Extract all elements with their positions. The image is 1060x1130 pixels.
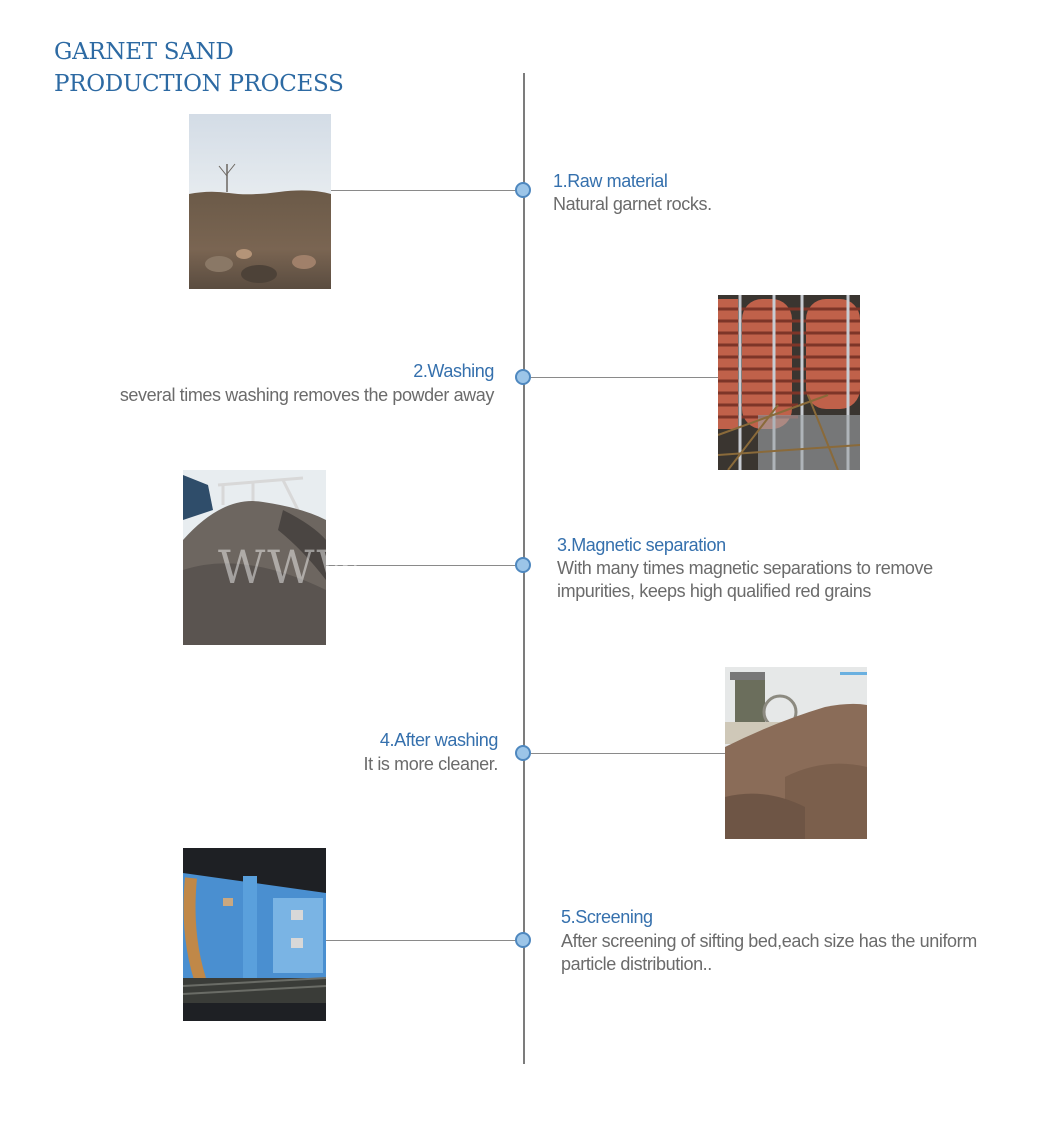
step-1-title: 1.Raw material	[553, 171, 668, 191]
step-3-description-line-2: impurities, keeps high qualified red grains	[557, 581, 871, 601]
timeline-node-3[interactable]	[515, 557, 531, 573]
step-3-description-line-1: With many times magnetic separations to remove	[557, 558, 933, 578]
connector-line-4	[531, 753, 725, 754]
timeline-node-1[interactable]	[515, 182, 531, 198]
spiral-chute-washing-photo	[718, 295, 860, 470]
screening-machine-photo	[183, 848, 326, 1021]
step-3-description	[557, 557, 933, 603]
garnet-rock-quarry-photo	[189, 114, 331, 289]
connector-line-1	[331, 190, 516, 191]
title-line-2: PRODUCTION PROCESS	[54, 71, 344, 97]
watermark-text: WWW	[218, 540, 366, 594]
timeline-node-2[interactable]	[515, 369, 531, 385]
connector-line-5	[326, 940, 516, 941]
timeline-node-5[interactable]	[515, 932, 531, 948]
connector-line-2	[531, 377, 718, 378]
page-title	[54, 36, 344, 100]
step-2-description: several times washing removes the powder away	[119, 385, 494, 405]
step-5-description-line-2: particle distribution..	[561, 954, 712, 974]
step-4-title: 4.After washing	[379, 730, 498, 750]
washed-sand-pile-photo	[725, 667, 867, 839]
step-4-description: It is more cleaner.	[363, 754, 498, 774]
step-3-title: 3.Magnetic separation	[557, 535, 726, 555]
step-5-description-line-1: After screening of sifting bed,each size has the uniform	[561, 931, 977, 951]
title-line-1: GARNET SAND	[54, 39, 234, 65]
step-5-title: 5.Screening	[561, 907, 653, 927]
step-2-title: 2.Washing	[413, 361, 494, 381]
step-1-description: Natural garnet rocks.	[553, 194, 712, 214]
timeline-node-4[interactable]	[515, 745, 531, 761]
step-5-description	[561, 930, 977, 976]
